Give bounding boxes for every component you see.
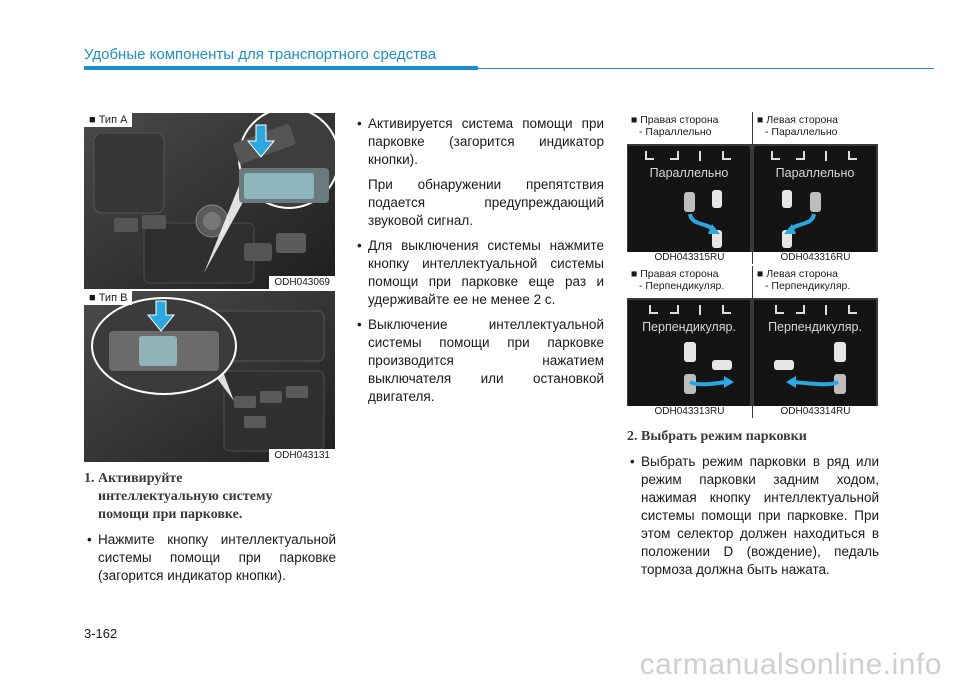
panel-caption-left-side <box>753 112 878 144</box>
screen-mode-label: Параллельно <box>775 166 855 180</box>
display-screen-perpendicular-left <box>754 300 876 406</box>
type-b-label: ■ Тип B <box>84 291 132 305</box>
list-item: • Выключение интеллектуальной системы помощи при парковке производится нажатием выключателя или остановкой двигателя. <box>354 316 604 406</box>
caption-side: ■ Левая сторона <box>757 114 838 126</box>
display-screen-parallel-right <box>628 146 750 252</box>
caption-mode: - Параллельно <box>639 126 712 138</box>
mode-arrows-icon <box>754 148 876 164</box>
figure-code: ODH043314RU <box>753 406 878 418</box>
type-a-label: ■ Тип A <box>84 113 132 127</box>
type-a-figure-code: ODH043069 <box>269 276 335 289</box>
parking-diagram-icon <box>754 186 876 252</box>
mode-arrows-icon <box>754 302 876 318</box>
watermark: carmanualsonline.info <box>639 648 942 681</box>
console-photo-type-a <box>84 113 335 289</box>
parking-diagram-icon <box>754 340 876 406</box>
list-item: • Нажмите кнопку интеллектуальной системы помощи при парковке (загорится индикатор кнопки). <box>84 531 336 585</box>
console-illustration-a <box>84 113 335 289</box>
section-2-block <box>627 428 879 579</box>
parking-diagram-icon <box>628 340 750 406</box>
caption-side: ■ Левая сторона <box>757 268 838 280</box>
header-rule-thin <box>478 68 934 69</box>
title-line: помощи при парковке. <box>98 507 243 522</box>
display-screen-perpendicular-right <box>628 300 750 406</box>
display-screen-parallel-left <box>754 146 876 252</box>
panel-caption-right-side <box>627 266 752 298</box>
section-1-title <box>84 470 336 524</box>
perpendicular-mode-panel <box>627 264 878 418</box>
list-item: • Для выключения системы нажмите кнопку интеллектуальной системы помощи при парковке еще раз и удерживайте ее не менее 2 с. <box>354 237 604 309</box>
figure-code: ODH043313RU <box>627 406 752 418</box>
section-2-title: 2. Выбрать режим парковки <box>627 429 807 444</box>
page-number: 3-162 <box>84 626 118 641</box>
figure-code: ODH043316RU <box>753 252 878 264</box>
screen-mode-label: Перпендикуляр. <box>768 320 862 334</box>
caption-mode: - Перпендикуляр. <box>765 280 851 292</box>
panel-caption-right-side <box>627 112 752 144</box>
caption-side: ■ Правая сторона <box>631 268 719 280</box>
section-1-continued <box>354 115 604 406</box>
section-header-title: Удобные компоненты для транспортного средства <box>84 46 437 63</box>
title-line: Активируйте <box>98 471 183 486</box>
parking-diagram-icon <box>628 186 750 252</box>
screen-mode-label: Параллельно <box>649 166 729 180</box>
console-illustration-b <box>84 291 335 462</box>
caption-mode: - Перпендикуляр. <box>639 280 725 292</box>
title-line: интеллектуальную систему <box>98 489 273 504</box>
mode-arrows-icon <box>628 148 750 164</box>
figure-code: ODH043315RU <box>627 252 752 264</box>
type-b-figure-code: ODH043131 <box>269 449 335 462</box>
screen-mode-label: Перпендикуляр. <box>642 320 736 334</box>
caption-mode: - Параллельно <box>765 126 838 138</box>
section-number: 1. <box>84 471 95 486</box>
panel-caption-left-side <box>753 266 878 298</box>
caption-side: ■ Правая сторона <box>631 114 719 126</box>
list-item: • Выбрать режим парковки в ряд или режим парковки задним ходом, нажимая кнопку интеллектуальной системы помощи при парковке. При этом селектор должен находиться в положении D (вождение), педаль тормоза должна быть нажата. <box>627 453 879 579</box>
list-item: • Активируется система помощи при парковке (загорится индикатор кнопки). <box>354 115 604 169</box>
console-photo-type-b <box>84 289 335 462</box>
header-rule <box>84 66 478 70</box>
mode-arrows-icon <box>628 302 750 318</box>
parallel-mode-panel <box>627 112 878 264</box>
note-paragraph: При обнаружении препятствия подается предупреждающий звуковой сигнал. <box>368 177 604 228</box>
section-1-heading-block <box>84 470 336 585</box>
